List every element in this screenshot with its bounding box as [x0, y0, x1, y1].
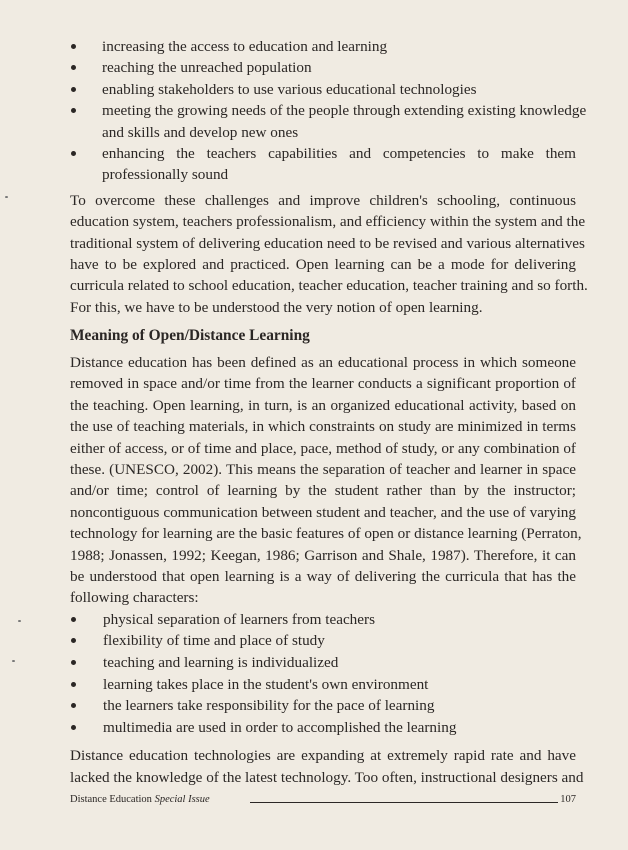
page-number: 107 — [560, 794, 576, 805]
scan-speck — [18, 620, 21, 622]
bullet-list-goals — [70, 36, 587, 186]
text-line: the teaching. Open learning, in turn, is an organized educational activity, based on — [70, 396, 576, 414]
text-line: following characters: — [70, 589, 199, 607]
text-line: education system, teachers professionalism, and efficiency within the system and the — [70, 213, 586, 231]
list-item-text: enhancing the teachers capabilities and competencies to make them — [102, 144, 576, 162]
text-line: lacked the knowledge of the latest technology. Too often, instructional designers and — [70, 768, 584, 786]
text-line: have to be explored and practiced. Open learning can be a mode for delivering — [70, 255, 576, 273]
paragraph-challenges — [70, 190, 588, 318]
list-item — [70, 695, 576, 717]
list-item-text: multimedia are used in order to accomplished the learning — [103, 718, 457, 736]
bullet-icon — [71, 638, 76, 643]
bullet-list-characters — [70, 609, 576, 739]
list-item-text: the learners take responsibility for the pace of learning — [103, 697, 435, 715]
bullet-icon — [71, 725, 76, 730]
list-item — [70, 609, 576, 631]
list-item — [70, 57, 576, 78]
list-item-text: and skills and develop new ones — [102, 123, 299, 141]
list-item-text: physical separation of learners from teachers — [103, 610, 375, 628]
journal-issue: Special Issue — [154, 794, 210, 805]
bullet-icon — [71, 108, 76, 113]
scan-speck — [12, 660, 15, 662]
paragraph-definition — [70, 352, 582, 609]
text-line: removed in space and/or time from the learner conducts a significant proportion of — [70, 375, 576, 393]
paragraph-technologies — [70, 745, 584, 788]
text-line: traditional system of delivering education need to be revised and various alternatives — [70, 234, 585, 252]
list-item-text: learning takes place in the student's own environment — [103, 675, 429, 693]
bullet-icon — [71, 682, 76, 687]
bullet-icon — [71, 65, 76, 70]
text-line: 1988; Jonassen, 1992; Keegan, 1986; Garrison and Shale, 1987). Therefore, it can — [70, 546, 576, 564]
list-item-text: meeting the growing needs of the people through extending existing knowledge — [102, 102, 587, 120]
list-item-text: professionally sound — [102, 166, 229, 184]
list-item — [70, 143, 576, 186]
bullet-icon — [71, 703, 76, 708]
bullet-icon — [71, 87, 76, 92]
bullet-icon — [71, 151, 76, 156]
text-line: technology for learning are the basic features of open or distance learning (Perraton, — [70, 525, 582, 543]
bullet-icon — [71, 617, 76, 622]
text-line: For this, we have to be understood the very notion of open learning. — [70, 298, 483, 316]
bullet-icon — [71, 44, 76, 49]
list-item — [70, 652, 576, 674]
journal-name: Distance Education — [70, 794, 152, 805]
list-item — [70, 717, 576, 739]
page-footer — [70, 789, 576, 805]
document-page — [70, 36, 588, 795]
text-line: these. (UNESCO, 2002). This means the separation of teacher and learner in space — [70, 461, 576, 479]
text-line: be understood that open learning is a way of delivering the curricula that has the — [70, 567, 576, 585]
list-item-text: reaching the unreached population — [102, 59, 312, 77]
list-item — [70, 674, 576, 696]
text-line: and/or time; control of learning by the student rather than by the instructor; — [70, 482, 576, 500]
list-item-text: increasing the access to education and learning — [102, 38, 388, 55]
list-item — [70, 630, 576, 652]
footer-journal — [70, 794, 210, 805]
text-line: either of access, or of time and place, pace, method of study, or any combination of — [70, 439, 576, 457]
list-item-text: teaching and learning is individualized — [103, 653, 339, 671]
list-item-text: enabling stakeholders to use various educational technologies — [102, 80, 477, 98]
text-line: the use of teaching materials, in which constraints on study are minimized in terms — [70, 418, 576, 436]
scan-speck — [5, 196, 8, 198]
text-line: noncontiguous communication between student and teacher, and the use of varying — [70, 503, 576, 521]
list-item-text: flexibility of time and place of study — [103, 632, 325, 650]
text-line: curricula related to school education, teacher education, teacher training and so forth. — [70, 277, 588, 295]
text-line: To overcome these challenges and improve children's schooling, continuous — [70, 191, 576, 209]
text-line: Distance education has been defined as an educational process in which someone — [70, 354, 576, 372]
text-line: Distance education technologies are expanding at extremely rapid rate and have — [70, 747, 576, 765]
footer-rule — [250, 802, 559, 803]
bullet-icon — [71, 660, 76, 665]
list-item — [70, 36, 576, 57]
list-item — [70, 79, 576, 100]
section-heading: Meaning of Open/Distance Learning — [70, 327, 310, 345]
list-item — [70, 100, 587, 143]
